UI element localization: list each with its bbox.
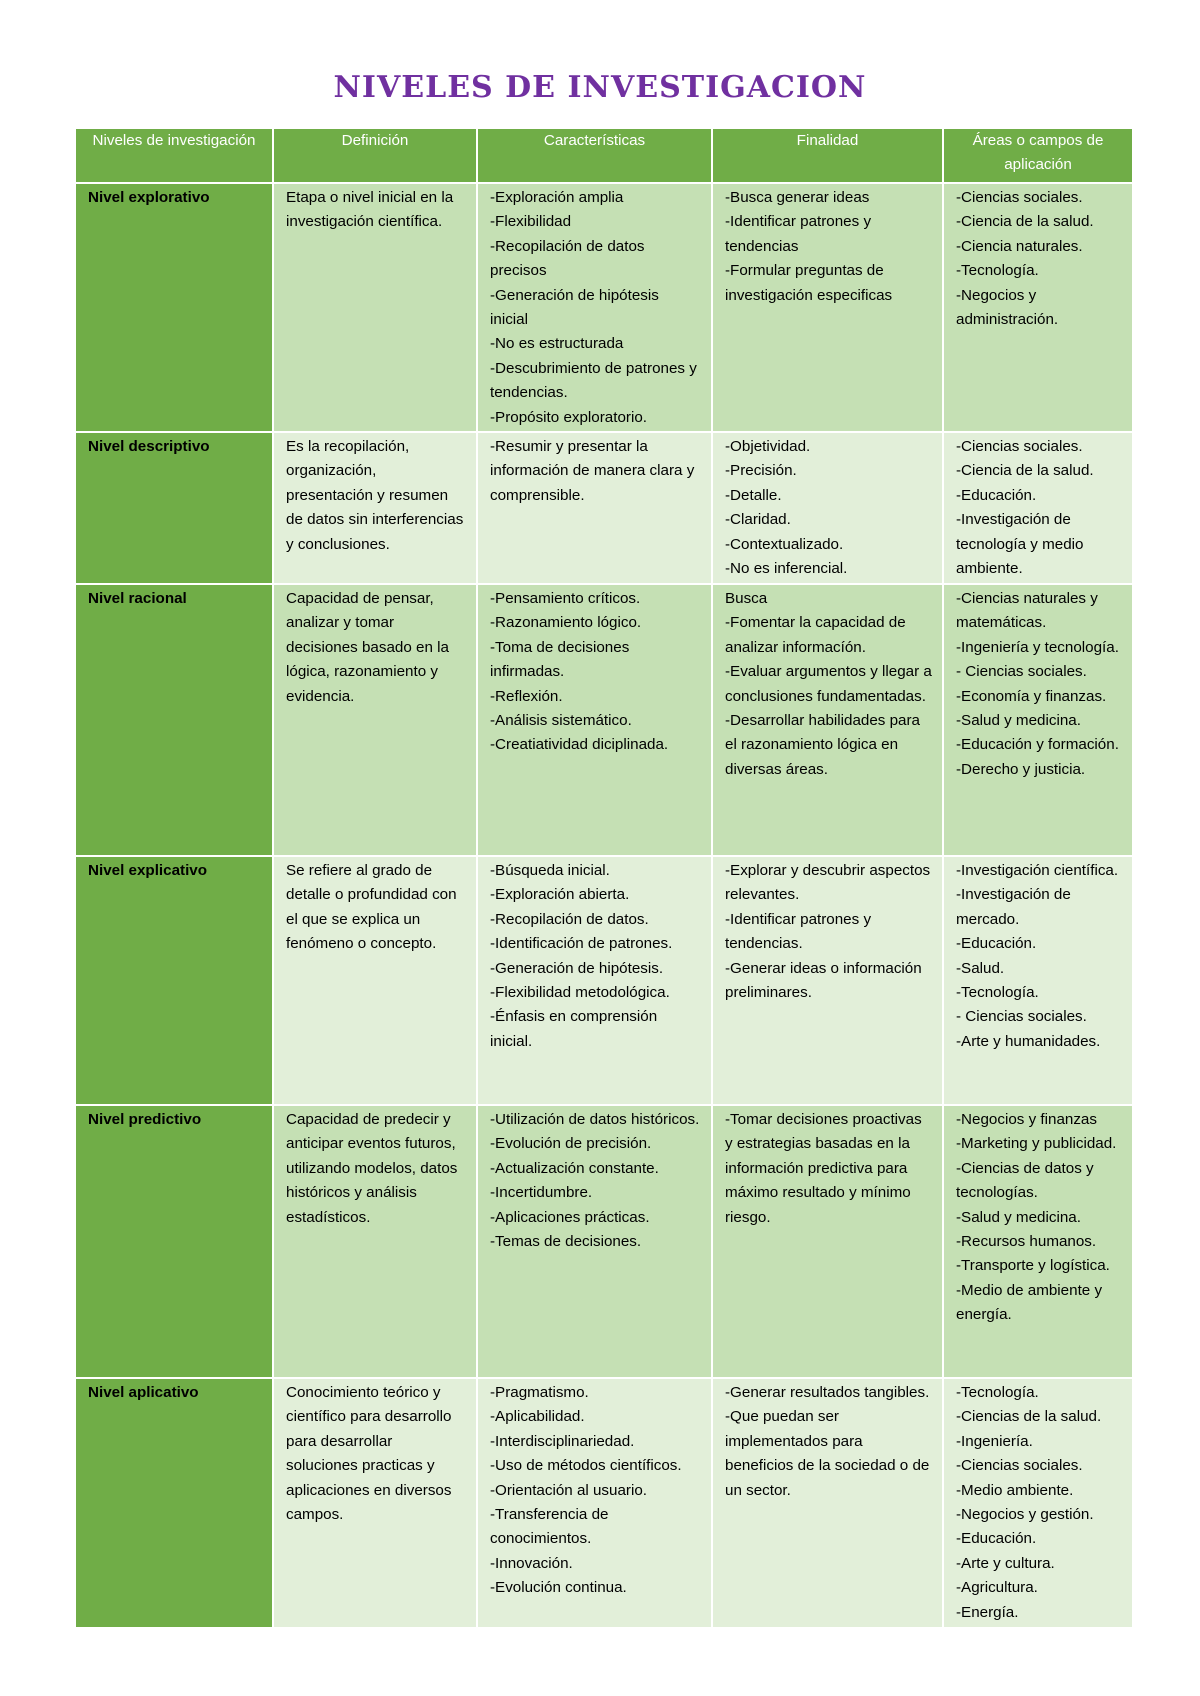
cell-line: -Precisión.	[725, 462, 797, 480]
cell-line: -Derecho y justicia.	[956, 760, 1086, 778]
characteristics-cell	[477, 584, 712, 856]
definition-cell	[273, 432, 477, 584]
level-name: Nivel explicativo	[75, 856, 273, 1105]
cell-line: -Transporte y logística.	[956, 1257, 1110, 1275]
cell-line: -Transferencia de conocimientos.	[490, 1506, 609, 1548]
table-row	[75, 183, 1133, 432]
cell-line: -Detalle.	[725, 486, 782, 504]
level-name: Nivel descriptivo	[75, 432, 273, 584]
cell-line: -Pensamiento críticos.	[490, 590, 641, 607]
purpose-cell	[712, 856, 943, 1105]
purpose-cell	[712, 584, 943, 856]
cell-line: Se refiere al grado de detalle o profundidad con el que se explica un fenómeno o concepto.	[286, 862, 457, 953]
cell-line: -Arte y cultura.	[956, 1554, 1055, 1572]
cell-line: Es la recopilación, organización, presentación y resumen de datos sin interferencias y conclusiones.	[286, 438, 464, 553]
cell-line: - Ciencias sociales.	[956, 1008, 1087, 1026]
cell-line: -Ciencia naturales.	[956, 237, 1083, 255]
cell-line: -Ciencia de la salud.	[956, 213, 1094, 231]
table-row	[75, 1378, 1133, 1628]
cell-line: -Propósito exploratorio.	[490, 408, 648, 426]
cell-line: -Objetividad.	[725, 438, 811, 455]
cell-line: Capacidad de pensar, analizar y tomar decisiones basado en la lógica, razonamiento y evidencia.	[286, 590, 449, 705]
cell-line: -Explorar y descubrir aspectos relevantes.	[725, 862, 931, 904]
level-name: Nivel predictivo	[75, 1105, 273, 1378]
purpose-cell	[712, 1378, 943, 1628]
cell-line: -Análisis sistemático.	[490, 712, 632, 730]
purpose-cell	[712, 1105, 943, 1378]
definition-cell	[273, 584, 477, 856]
cell-line: - Ciencias sociales.	[956, 663, 1087, 681]
definition-cell	[273, 1105, 477, 1378]
research-levels-table	[74, 127, 1134, 1629]
cell-line: -Aplicaciones prácticas.	[490, 1208, 650, 1226]
cell-line: -Identificar patrones y tendencias.	[725, 910, 872, 953]
characteristics-cell	[477, 432, 712, 584]
cell-line: -Toma de decisiones infirmadas.	[490, 638, 630, 681]
cell-line: -Educación.	[956, 1530, 1037, 1548]
cell-line: -Evolución de precisión.	[490, 1135, 652, 1153]
cell-line: -Temas de decisiones.	[490, 1233, 642, 1251]
level-name: Nivel racional	[75, 584, 273, 856]
cell-line: -Busca generar ideas	[725, 189, 870, 206]
areas-cell	[943, 183, 1133, 432]
purpose-cell	[712, 183, 943, 432]
cell-line: -Ingeniería y tecnología.	[956, 638, 1119, 656]
cell-line: -Flexibilidad	[490, 213, 572, 231]
cell-line: Busca	[725, 590, 768, 607]
cell-line: -Salud.	[956, 959, 1005, 977]
cell-line: -Educación.	[956, 935, 1037, 953]
cell-line: -Ciencias de datos y tecnologías.	[956, 1159, 1094, 1202]
cell-line: -Energía.	[956, 1603, 1019, 1621]
level-name: Nivel aplicativo	[75, 1378, 273, 1628]
table-row	[75, 584, 1133, 856]
cell-line: -Formular preguntas de investigación especificas	[725, 262, 893, 304]
cell-line: -Resumir y presentar la información de manera clara y comprensible.	[490, 438, 695, 504]
column-header-levels: Niveles de investigación	[75, 128, 273, 183]
column-header-definition: Definición	[273, 128, 477, 183]
cell-line: -Salud y medicina.	[956, 1208, 1081, 1226]
cell-line: -Negocios y gestión.	[956, 1506, 1094, 1524]
cell-line: -Pragmatismo.	[490, 1384, 589, 1401]
characteristics-cell	[477, 1378, 712, 1628]
cell-line: -Exploración amplia	[490, 189, 624, 206]
purpose-cell	[712, 432, 943, 584]
cell-line: -Ciencia de la salud.	[956, 462, 1094, 480]
cell-line: -Investigación científica.	[956, 862, 1119, 879]
cell-line: -Medio ambiente.	[956, 1481, 1074, 1499]
cell-line: -Educación.	[956, 486, 1037, 504]
cell-line: -Exploración abierta.	[490, 886, 630, 904]
level-name: Nivel explorativo	[75, 183, 273, 432]
cell-line: -Identificar patrones y tendencias	[725, 213, 872, 255]
cell-line: -Ciencias sociales.	[956, 189, 1083, 206]
characteristics-cell	[477, 856, 712, 1105]
characteristics-cell	[477, 1105, 712, 1378]
cell-line: -Ciencias sociales.	[956, 438, 1083, 455]
cell-line: -Negocios y administración.	[956, 286, 1059, 329]
areas-cell	[943, 584, 1133, 856]
areas-cell	[943, 1105, 1133, 1378]
cell-line: -Tecnología.	[956, 1384, 1039, 1401]
definition-cell	[273, 1378, 477, 1628]
cell-line: -Fomentar la capacidad de analizar informacíón.	[725, 614, 906, 656]
cell-line: -Investigación de mercado.	[956, 886, 1071, 928]
cell-line: -Flexibilidad metodológica.	[490, 984, 670, 1002]
cell-line: -Medio de ambiente y energía.	[956, 1281, 1103, 1324]
cell-line: -Generación de hipótesis.	[490, 959, 664, 977]
cell-line: Capacidad de predecir y anticipar eventos futuros, utilizando modelos, datos históricos y análisis estadísticos.	[286, 1111, 458, 1226]
table-header-row	[75, 128, 1133, 183]
cell-line: -Énfasis en comprensión inicial.	[490, 1008, 658, 1050]
cell-line: Etapa o nivel inicial en la investigación científica.	[286, 189, 454, 231]
cell-line: Conocimiento teórico y científico para desarrollo para desarrollar soluciones practicas y aplicaciones en diversos campos.	[286, 1384, 452, 1524]
column-header-areas: Áreas o campos de aplicación	[943, 128, 1133, 183]
definition-cell	[273, 856, 477, 1105]
cell-line: -Tomar decisiones proactivas y estrategias basadas en la información predictiva para máximo resultado y mínimo riesgo.	[725, 1111, 922, 1226]
definition-cell	[273, 183, 477, 432]
column-header-purpose: Finalidad	[712, 128, 943, 183]
cell-line: -Tecnología.	[956, 262, 1039, 280]
cell-line: -Ciencias de la salud.	[956, 1408, 1102, 1426]
table-row	[75, 856, 1133, 1105]
cell-line: -Educación y formación.	[956, 736, 1119, 754]
cell-line: -Tecnología.	[956, 984, 1039, 1002]
cell-line: -Negocios y finanzas	[956, 1111, 1097, 1128]
areas-cell	[943, 856, 1133, 1105]
cell-line: -Marketing y publicidad.	[956, 1135, 1117, 1153]
cell-line: -Utilización de datos históricos.	[490, 1111, 700, 1128]
areas-cell	[943, 432, 1133, 584]
cell-line: -Salud y medicina.	[956, 712, 1081, 730]
cell-line: -Interdisciplinariedad.	[490, 1432, 635, 1450]
cell-line: -Descubrimiento de patrones y tendencias.	[490, 359, 697, 402]
cell-line: -Recopilación de datos precisos	[490, 237, 645, 280]
cell-line: -Contextualizado.	[725, 535, 844, 553]
cell-line: -Generación de hipótesis inicial	[490, 286, 659, 329]
cell-line: -Ingeniería.	[956, 1432, 1033, 1450]
cell-line: -Búsqueda inicial.	[490, 862, 610, 879]
cell-line: -No es inferencial.	[725, 560, 848, 578]
table-row	[75, 432, 1133, 584]
cell-line: -Reflexión.	[490, 687, 563, 705]
cell-line: -Desarrollar habilidades para el razonamiento lógica en diversas áreas.	[725, 712, 921, 778]
cell-line: -Claridad.	[725, 511, 791, 529]
cell-line: -Identificación de patrones.	[490, 935, 673, 953]
page-title: NIVELES DE INVESTIGACION	[333, 70, 867, 105]
cell-line: -Arte y humanidades.	[956, 1032, 1101, 1050]
cell-line: -Que puedan ser implementados para beneficios de la sociedad o de un sector.	[725, 1408, 930, 1499]
cell-line: -Evolución continua.	[490, 1579, 627, 1597]
cell-line: -Incertidumbre.	[490, 1184, 593, 1202]
cell-line: -Generar ideas o información preliminares.	[725, 959, 922, 1002]
cell-line: -Agricultura.	[956, 1579, 1038, 1597]
cell-line: -Evaluar argumentos y llegar a conclusiones fundamentadas.	[725, 663, 932, 705]
cell-line: -Recursos humanos.	[956, 1233, 1097, 1251]
cell-line: -Ciencias naturales y matemáticas.	[956, 590, 1098, 632]
characteristics-cell	[477, 183, 712, 432]
cell-line: -Ciencias sociales.	[956, 1457, 1083, 1475]
cell-line: -Orientación al usuario.	[490, 1481, 648, 1499]
cell-line: -Actualización constante.	[490, 1159, 659, 1177]
cell-line: -Innovación.	[490, 1554, 573, 1572]
cell-line: -Economía y finanzas.	[956, 687, 1107, 705]
cell-line: -Uso de métodos científicos.	[490, 1457, 682, 1475]
areas-cell	[943, 1378, 1133, 1628]
cell-line: -Investigación de tecnología y medio ambiente.	[956, 511, 1084, 578]
cell-line: -Recopilación de datos.	[490, 910, 649, 928]
cell-line: -Generar resultados tangibles.	[725, 1384, 930, 1401]
cell-line: -No es estructurada	[490, 335, 624, 353]
cell-line: -Razonamiento lógico.	[490, 614, 642, 632]
cell-line: -Creatiatividad diciplinada.	[490, 736, 669, 754]
column-header-characteristics: Características	[477, 128, 712, 183]
table-row	[75, 1105, 1133, 1378]
cell-line: -Aplicabilidad.	[490, 1408, 585, 1426]
